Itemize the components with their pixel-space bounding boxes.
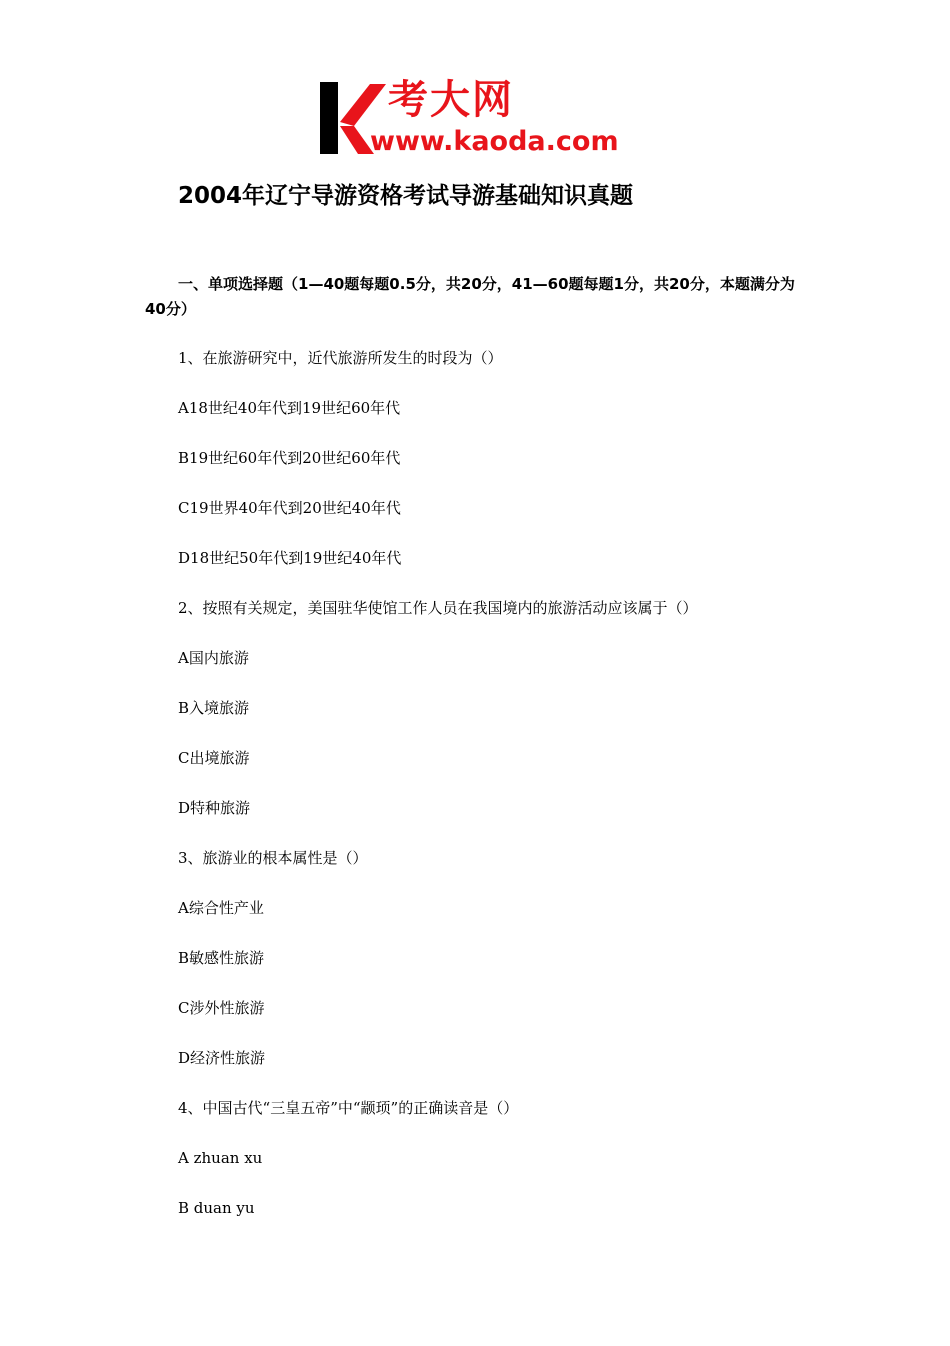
kaoda-logo[interactable] (318, 78, 638, 162)
q2-option-c: C出境旅游 (178, 749, 250, 767)
logo-brand-cn: 考大网 (388, 77, 514, 123)
q1-option-c: C19世界40年代到20世纪40年代 (178, 499, 401, 517)
q2-option-a: A国内旅游 (178, 649, 249, 667)
q3-option-b: B敏感性旅游 (178, 949, 265, 967)
question-1: 1、在旅游研究中，近代旅游所发生的时段为（） (178, 349, 503, 367)
q3-option-d: D经济性旅游 (178, 1049, 266, 1067)
k-lower-arm-shape (340, 126, 374, 154)
logo-url: www.kaoda.com (370, 126, 619, 157)
k-stem-shape (320, 82, 338, 154)
q3-option-c: C涉外性旅游 (178, 999, 265, 1017)
page-title: 2004年辽宁导游资格考试导游基础知识真题 (178, 183, 634, 209)
question-2: 2、按照有关规定，美国驻华使馆工作人员在我国境内的旅游活动应该属于（） (178, 599, 698, 617)
question-4: 4、中国古代“三皇五帝”中“颛顼”的正确读音是（） (178, 1099, 519, 1117)
q2-option-b: B入境旅游 (178, 699, 250, 717)
q1-option-b: B19世纪60年代到20世纪60年代 (178, 449, 401, 467)
q4-option-b: B duan yu (178, 1199, 255, 1217)
q1-option-d: D18世纪50年代到19世纪40年代 (178, 549, 402, 567)
k-upper-arm-shape (340, 84, 386, 126)
q4-option-a: A zhuan xu (178, 1149, 263, 1167)
q2-option-d: D特种旅游 (178, 799, 251, 817)
section-heading: 一、单项选择题（1—40题每题0.5分，共20分，41—60题每题1分，共20分，本题满分为40分） (145, 275, 795, 318)
question-3: 3、旅游业的根本属性是（） (178, 849, 368, 867)
q1-option-a: A18世纪40年代到19世纪60年代 (178, 399, 401, 417)
q3-option-a: A综合性产业 (178, 899, 264, 917)
